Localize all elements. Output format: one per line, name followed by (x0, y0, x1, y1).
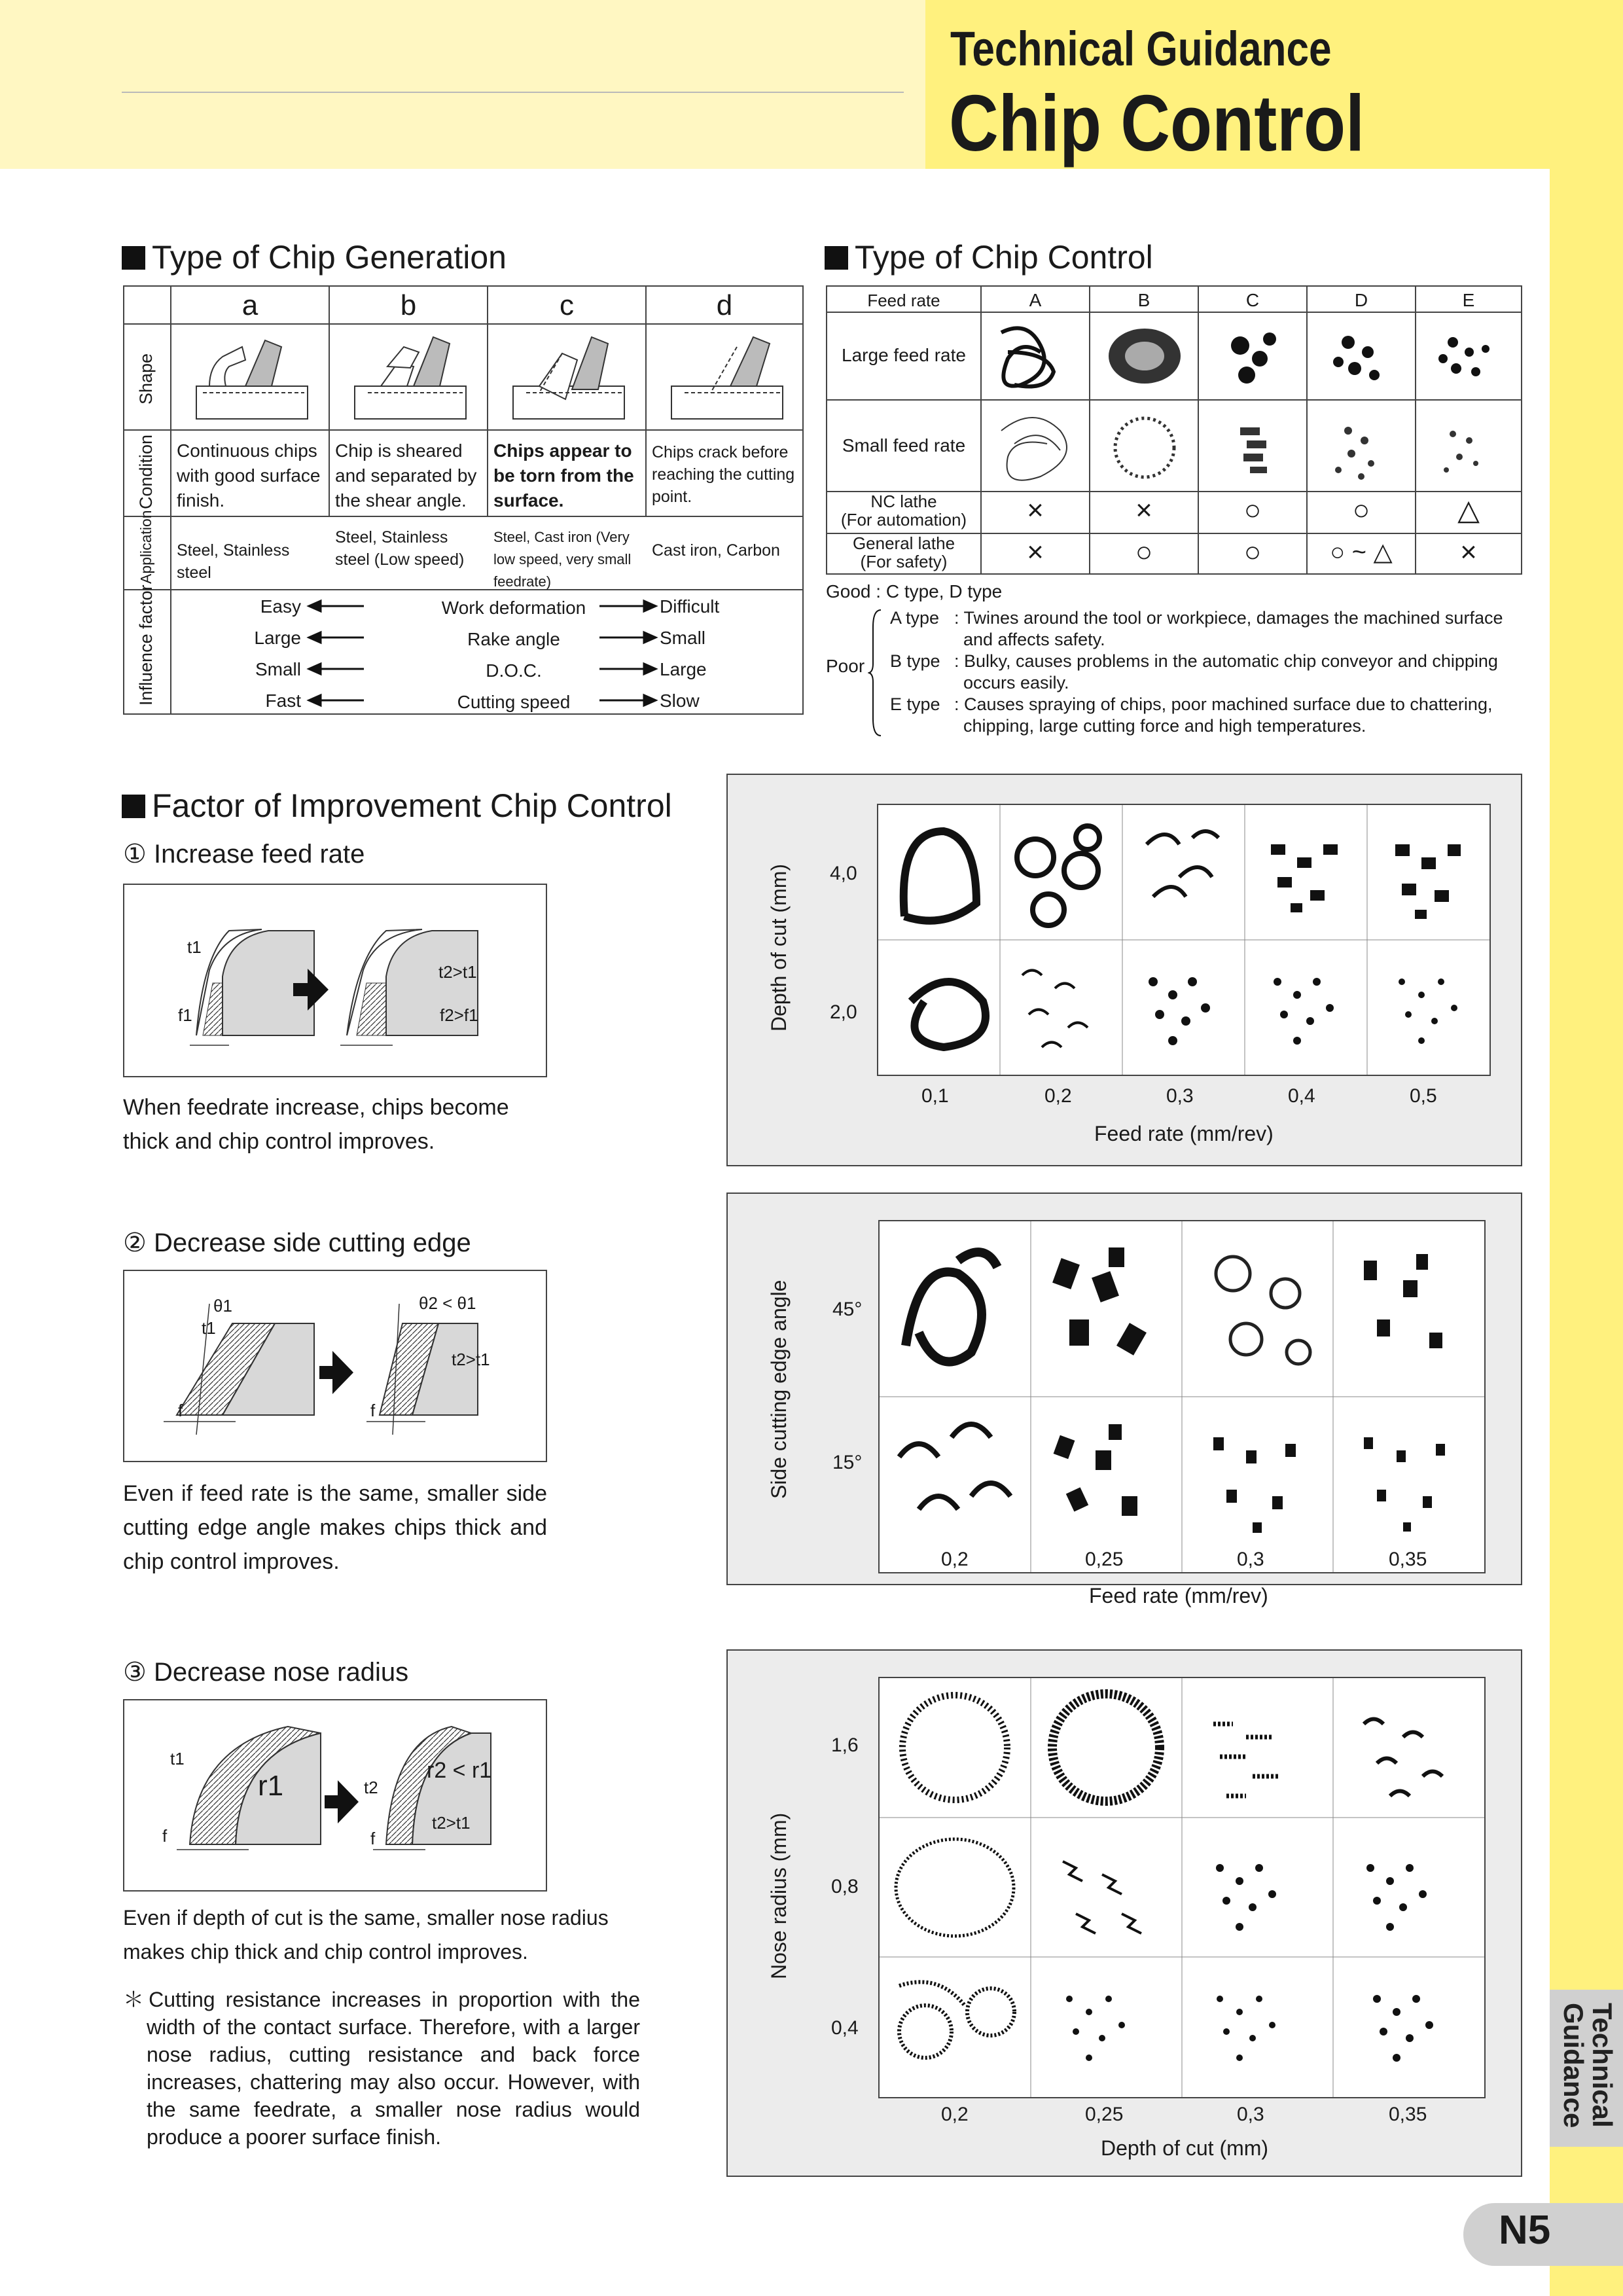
chip-grid-3 (878, 1677, 1486, 2098)
control-col-a: A (1029, 290, 1042, 310)
header-rule (122, 92, 904, 93)
x-tick-0-35: 0,35 (1389, 1549, 1427, 1570)
nose-radius-note: ＊Cutting resistance increases in proportion with the width of the contact surface. Therefore, with a larger nose radius, cutting resistance and back force increases, chattering may also occur. However, with the same feedrate, a smaller nose radius would produce a poorer surface finish. (123, 1988, 640, 2149)
y-axis-label: Side cutting edge angle (767, 1280, 791, 1499)
row-nc-lathe: NC lathe (For automation) (840, 492, 967, 529)
label-t2: t2>t1 (438, 962, 477, 982)
control-col-d: D (1354, 290, 1368, 310)
heading-square-icon (825, 246, 848, 270)
right-color-strip (1550, 169, 1623, 2296)
control-col-c: C (1245, 290, 1260, 310)
improvement-heading: Factor of Improvement Chip Control (122, 787, 672, 825)
x-tick-0-1: 0,1 (921, 1085, 949, 1107)
generation-col-a: a (241, 289, 259, 321)
control-heading: Type of Chip Control (825, 238, 1153, 276)
x-tick-0-3: 0,3 (1166, 1085, 1194, 1107)
chip-grid-2 (878, 1220, 1486, 1573)
row-small-feed: Small feed rate (842, 435, 966, 456)
y-tick-15: 15° (832, 1452, 863, 1473)
label-f2: f (370, 1401, 376, 1420)
good-types: Good : C type, D type (826, 581, 1003, 601)
condition-c: Chips appear to be torn from the surface. (493, 440, 634, 511)
generation-table (123, 285, 804, 715)
improvement-1-caption: When feedrate increase, chips become thick and chip control improves. (123, 1095, 509, 1154)
label-t2-left: t2 (364, 1778, 378, 1797)
label-f1: f1 (178, 1005, 192, 1025)
influence-left-2: Small (255, 659, 301, 679)
nc-mark-a: × (1027, 494, 1044, 526)
y-tick-1-6: 1,6 (831, 1734, 859, 1756)
label-f2: f (370, 1829, 376, 1848)
label-f: f (162, 1826, 168, 1846)
control-table (826, 285, 1522, 575)
general-mark-d: ○ ~ △ (1330, 539, 1393, 566)
poor-label: Poor (826, 656, 865, 676)
y-tick-0-4: 0,4 (831, 2017, 859, 2039)
influence-left-0: Easy (260, 596, 301, 617)
influence-middle-2: D.O.C. (486, 660, 542, 681)
poor-list (890, 607, 1525, 737)
application-b: Steel, Stainless steel (Low speed) (335, 528, 465, 569)
chip-grid-1-images (878, 805, 1489, 1075)
x-axis-label: Depth of cut (mm) (1101, 2136, 1269, 2160)
nc-mark-c: ○ (1243, 494, 1262, 526)
label-theta2: θ2 < θ1 (419, 1293, 476, 1313)
condition-d: Chips crack before reaching the cutting point. (652, 443, 795, 506)
influence-right-1: Small (660, 628, 706, 648)
x-tick-0-25: 0,25 (1085, 2104, 1124, 2125)
side-tab-label: Technical Guidance (1558, 2003, 1618, 2128)
influence-left-1: Large (254, 628, 301, 648)
nose-radius-illustration (124, 1700, 546, 1890)
influence-arrows (305, 590, 658, 715)
label-r1: r1 (258, 1770, 284, 1802)
chip-grid-2-images (880, 1221, 1484, 1572)
chart-panel-angle-feed (726, 1193, 1522, 1585)
control-corner: Feed rate (867, 291, 940, 310)
poor-brace (868, 607, 885, 738)
header-kicker: Technical Guidance (950, 22, 1332, 76)
x-tick-0-2: 0,2 (1044, 1085, 1072, 1107)
poor-item-b: B type : Bulky, causes problems in the automatic chip conveyor and chipping occurs easily. (890, 651, 1498, 692)
heading-square-icon (122, 795, 145, 818)
label-t1: t1 (170, 1749, 185, 1768)
application-a: Steel, Stainless steel (177, 541, 290, 582)
general-mark-c: ○ (1243, 536, 1262, 568)
control-col-b: B (1137, 290, 1150, 310)
influence-right-2: Large (660, 659, 707, 679)
general-mark-a: × (1027, 536, 1044, 568)
poor-item-e: E type : Causes spraying of chips, poor machined surface due to chattering, chipping, large cutting force and high temperatures. (890, 694, 1493, 736)
y-tick-4-0: 4,0 (830, 863, 857, 884)
control-col-e: E (1462, 290, 1475, 310)
x-tick-0-4: 0,4 (1288, 1085, 1315, 1107)
row-general-lathe: General lathe (For safety) (852, 533, 955, 571)
label-t1: t1 (202, 1318, 216, 1338)
general-mark-e: × (1460, 536, 1477, 568)
x-tick-0-2: 0,2 (941, 2104, 969, 2125)
label-t2: t2>t1 (452, 1350, 490, 1369)
general-mark-b: ○ (1135, 536, 1153, 568)
label-r2: r2 < r1 (427, 1758, 492, 1783)
generation-heading: Type of Chip Generation (122, 238, 507, 276)
nc-mark-e: △ (1457, 494, 1480, 526)
application-d: Cast iron, Carbon (652, 541, 780, 560)
heading-square-icon (122, 246, 145, 270)
x-axis-label-2: Feed rate (mm/rev) (1089, 1584, 1268, 1607)
x-tick-0-2: 0,2 (941, 1549, 969, 1570)
y-axis-label: Nose radius (mm) (767, 1812, 791, 1979)
page-number: N5 (1499, 2208, 1551, 2253)
y-axis-label: Depth of cut (mm) (767, 863, 791, 1031)
application-c: Steel, Cast iron (Very low speed, very small feedrate) (493, 529, 632, 590)
chip-grid-1 (877, 804, 1491, 1076)
x-tick-0-35: 0,35 (1389, 2104, 1427, 2125)
row-label-condition: Condition (136, 434, 156, 509)
improvement-1-title: ① Increase feed rate (123, 840, 365, 869)
condition-b: Chip is sheared and separated by the shear angle. (335, 440, 477, 511)
feed-rate-diagram (123, 884, 547, 1077)
label-theta1: θ1 (213, 1296, 232, 1316)
generation-col-d: d (716, 289, 733, 321)
chart-panel-nose-depth (726, 1649, 1522, 2177)
improvement-2-caption: Even if feed rate is the same, smaller side cutting edge angle makes chips thick and chip control improves. (123, 1481, 547, 1574)
control-chip-images (982, 313, 1521, 491)
chip-grid-3-images (880, 1678, 1484, 2097)
influence-middle-0: Work deformation (441, 598, 586, 618)
x-tick-0-3: 0,3 (1237, 2104, 1264, 2125)
shape-d-diagram (658, 327, 796, 425)
influence-middle-1: Rake angle (467, 629, 560, 649)
label-t1: t1 (187, 937, 202, 957)
x-tick-0-25: 0,25 (1085, 1549, 1124, 1570)
row-label-shape: Shape (136, 353, 156, 404)
influence-right-3: Slow (660, 691, 700, 711)
shape-b-diagram (342, 327, 479, 425)
condition-a: Continuous chips with good surface finish. (177, 440, 321, 511)
nc-mark-d: ○ (1352, 494, 1370, 526)
nose-radius-diagram (123, 1699, 547, 1892)
row-large-feed: Large feed rate (842, 345, 966, 365)
nc-mark-b: × (1135, 494, 1152, 526)
label-f: f (178, 1401, 183, 1420)
label-f2: f2>f1 (440, 1005, 478, 1025)
poor-item-a: A type : Twines around the tool or workpiece, damages the machined surface and affects safety. (890, 608, 1503, 649)
x-tick-0-3: 0,3 (1237, 1549, 1264, 1570)
improvement-3-caption: Even if depth of cut is the same, smaller nose radius makes chip thick and chip control improves. (123, 1906, 609, 1964)
influence-left-3: Fast (265, 691, 301, 711)
x-tick-0-5: 0,5 (1410, 1085, 1437, 1107)
row-label-influence: Influence factor (136, 584, 156, 706)
chart-panel-depth-feed (726, 774, 1522, 1166)
generation-col-b: b (400, 289, 417, 321)
x-axis-label: Feed rate (mm/rev) (1094, 1122, 1274, 1145)
label-t2: t2>t1 (432, 1813, 471, 1833)
shape-c-diagram (500, 327, 637, 425)
shape-a-diagram (183, 327, 321, 425)
y-tick-2-0: 2,0 (830, 1001, 857, 1023)
improvement-2-title: ② Decrease side cutting edge (123, 1229, 471, 1257)
y-tick-45: 45° (832, 1299, 863, 1320)
influence-right-0: Difficult (660, 596, 720, 617)
row-label-application: Application (137, 510, 154, 584)
influence-middle-3: Cutting speed (457, 692, 571, 712)
feed-rate-illustration (124, 885, 546, 1076)
generation-col-c: c (560, 289, 574, 321)
side-edge-diagram (123, 1270, 547, 1462)
y-tick-0-8: 0,8 (831, 1876, 859, 1897)
page-title: Chip Control (949, 79, 1365, 168)
improvement-3-title: ③ Decrease nose radius (123, 1658, 409, 1687)
